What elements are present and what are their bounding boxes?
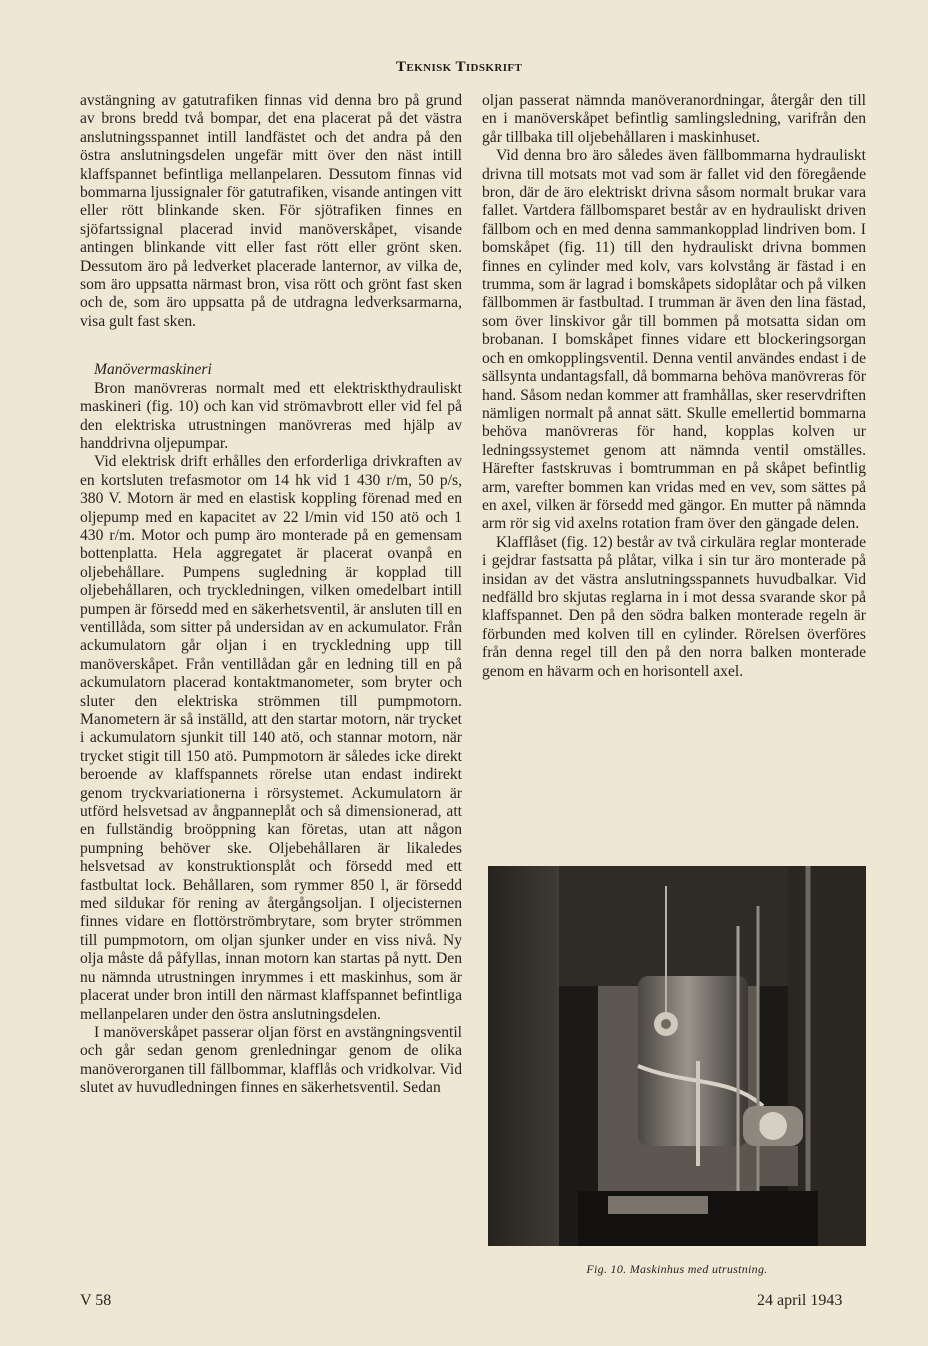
- journal-header: Teknisk Tidskrift: [396, 59, 523, 75]
- page-number: V 58: [80, 1292, 112, 1309]
- machine-house-illustration: [488, 866, 866, 1246]
- body-paragraph: Bron manövreras normalt med ett elektriskthydrauliskt maskineri (fig. 10) och kan vid strömavbrott eller vid fel på den elektriska utrustningen manövreras med hjälp av handdrivna oljepumpar.: [80, 379, 462, 452]
- body-paragraph: I manöverskåpet passerar oljan först en avstängningsventil och går sedan genom grenledningar genom de olika manöverorganen till fällbommar, klafflås och vridkolvar. Vid slutet av huvudledningen finnes en säkerhetsventil. Sedan: [80, 1023, 462, 1097]
- body-paragraph: Klafflåset (fig. 12) består av två cirkulära reglar monterade i gejdrar fastsatta på plåtar, vilka i sin tur äro monterade på insidan av det västra anslutningsspannets huvudbalkar. Vid nedfälld bro skjutas reglarna in i mot dessa svarande skor på klaffspannet. Den på den södra balken monterade regeln är förbunden med kolven till en cylinder. Rörelsen överföres från denna regel till den på den norra balken monterade genom en hävarm och en horisontell axel.: [482, 533, 866, 680]
- body-paragraph: avstängning av gatutrafiken finnas vid denna bro på grund av brons bredd två bompar, det ena placerat på det västra anslutningsspannet intill landfästet och det andra på den östra anslutningsdelen ungefär mitt över den näst intill klaffspannet befintliga mellanpelaren. Dessutom finnas vid bommarna ljussignaler för gatutrafiken, visande antingen vitt eller rött blinkande sken. För sjötrafiken finnes en sjöfartssignal placerad invid manöverskåpet, visande antingen blinkande vitt eller fast rött eller grönt sken. Dessutom äro på ledverket placerade lanternor, av vilka de, som äro uppsatta närmast bron, visa rött och grönt fast sken och de, som äro uppsatta på de utdragna ledverksarmarna, visa gult fast sken.: [80, 92, 462, 330]
- figure-caption: Fig. 10. Maskinhus med utrustning.: [586, 1262, 768, 1276]
- body-paragraph: Vid denna bro äro således även fällbommarna hydrauliskt drivna till motsats mot vad som är fallet vid den föregående bron, där de äro elektriskt drivna såsom normalt brukar vara fallet. Vartdera fällbomsparet består av en hydrauliskt driven fällbom och en med denna sammankopplad lindriven bom. I bomskåpet (fig. 11) till den hydrauliskt drivna bommen finnes en cylinder med kolv, vars kolvstång är fästad i en trumma, som är lagrad i bomskåpets sidoplåtar och på vilken fällbommen är fastbultad. I trumman är även den lina fästad, som över linskivor går till bommen på motsatta sidan om brobanan. I bomskåpet finnes vidare ett blockeringsorgan och en omkopplingsventil. Denna ventil användes endast i de sällsynta undantagsfall, då bommarna behöva manövreras för hand. Såsom nedan kommer att framhållas, sker reservdriften nämligen normalt på annat sätt. Skulle emellertid bommarna behöva manövreras för hand, kopplas kolven ur ledningssystemet genom att nämnda ventil omställes. Härefter fastskruvas i bomtrumman en på skåpet befintlig arm, varefter bommen kan vridas med en vev, som sättes på en axel, vilken är försedd med gängor. En mutter på nämnda arm rör sig vid axelns rotation fram över den gängade delen.: [482, 147, 866, 533]
- body-paragraph: oljan passerat nämnda manöveranordningar, återgår den till en i manöverskåpet befintlig samlingsledning, varifrån den går tillbaka till oljebehållaren i maskinhuset.: [482, 92, 866, 146]
- section-heading: Manövermaskineri: [94, 361, 212, 379]
- machine-house-photo: [488, 866, 866, 1246]
- issue-date: 24 april 1943: [757, 1292, 843, 1309]
- body-paragraph: Vid elektrisk drift erhålles den erforderliga drivkraften av en kortsluten trefasmotor om 14 hk vid 1 430 r/m, 50 p/s, 380 V. Motorn är med en elastisk koppling förenad med en oljepump med en kapacitet av 22 l/min vid 150 atö och 1 430 r/m. Motor och pump äro monterade på en gemensam bottenplatta. Hela aggregatet är placerat ovanpå en oljebehållare. Pumpens sugledning är kopplad till oljebehållaren, och tryckledningen, vilken omedelbart intill pumpen är försedd med en säkerhetsventil, är ansluten till en ventillåda, som sitter på undersidan av en ackumulator. Från ackumulatorn går oljan i en tryckledning upp till manöverskåpet. Från ventillådan går en ledning till en på ackumulatorn placerad kontaktmanometer, som bryter och sluter den elektriska strömmen till pumpmotorn. Manometern är så inställd, att den startar motorn, när trycket i ackumulatorn sjunkit till 140 atö, och stannar motorn, när trycket stigit till 150 atö. Pumpmotorn är således icke direkt beroende av klaffspannets rörelse utan endast indirekt genom tryckvariationerna i rörsystemet. Ackumulatorn är utförd helsvetsad av ångpanneplåt och så dimensionerad, att en fullständig broöppning kan företas, utan att någon pumpning behöver ske. Oljebehållaren är likaledes helsvetsad av konstruktionsplåt och försedd med ett fastbultat lock. Behållaren, som rymmer 850 l, är försedd med sildukar för rening av återgångsoljan. I oljecisternen finnes vidare en flottörströmbrytare, som bryter strömmen till pumpmotorn, om oljan sjunker under en viss nivå. Ny olja måste då påfyllas, innan motorn kan startas på nytt. Den nu nämnda utrustningen inrymmes i ett maskinhus, som är placerat under bron intill den närmast klaffspannet befintliga mellanpelaren under den östra anslutningsdelen.: [80, 453, 462, 1023]
- left-text-column: [80, 92, 462, 1098]
- right-text-column: [482, 92, 866, 681]
